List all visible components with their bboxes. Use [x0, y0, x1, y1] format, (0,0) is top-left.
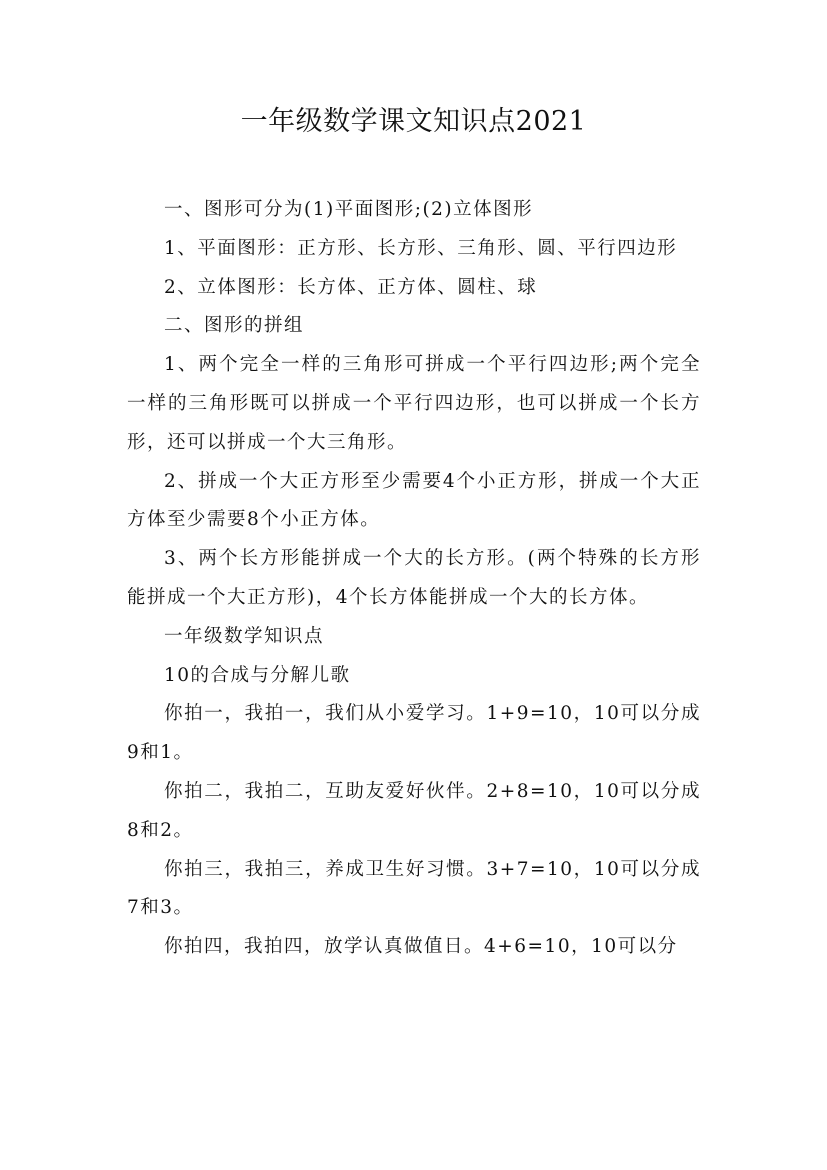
paragraph-rhyme-1: 你拍一，我拍一，我们从小爱学习。1+9=10，10可以分成9和1。	[127, 703, 701, 764]
paragraph-section-1-heading: 一、图形可分为(1)平面图形;(2)立体图形	[164, 199, 534, 220]
document-body	[127, 191, 701, 967]
paragraph-triangles-combine: 1、两个完全一样的三角形可拼成一个平行四边形;两个完全一样的三角形既可以拼成一个平行四边形，也可以拼成一个长方形，还可以拼成一个大三角形。	[127, 354, 701, 453]
paragraph-solid-shapes: 2、立体图形：长方体、正方体、圆柱、球	[164, 276, 538, 298]
paragraph-rhyme-3: 你拍三，我拍三，养成卫生好习惯。3+7=10，10可以分成7和3。	[127, 858, 701, 919]
paragraph-section-2-heading: 二、图形的拼组	[164, 315, 305, 337]
paragraph-plane-shapes: 1、平面图形：正方形、长方形、三角形、圆、平行四边形	[164, 237, 678, 259]
paragraph-rhyme-heading: 10的合成与分解儿歌	[164, 664, 351, 686]
paragraph-squares-combine: 2、拼成一个大正方形至少需要4个小正方形，拼成一个大正方体至少需要8个小正方体。	[127, 470, 701, 531]
paragraph-rectangles-combine: 3、两个长方形能拼成一个大的长方形。(两个特殊的长方形能拼成一个大正方形)，4个长方体能拼成一个大的长方体。	[127, 548, 701, 608]
document-title: 一年级数学课文知识点2021	[240, 106, 587, 137]
paragraph-rhyme-2: 你拍二，我拍二，互助友爱好伙伴。2+8=10，10可以分成8和2。	[127, 780, 701, 841]
paragraph-rhyme-4: 你拍四，我拍四，放学认真做值日。4+6=10，10可以分	[164, 936, 678, 958]
paragraph-knowledge-heading: 一年级数学知识点	[164, 625, 325, 647]
